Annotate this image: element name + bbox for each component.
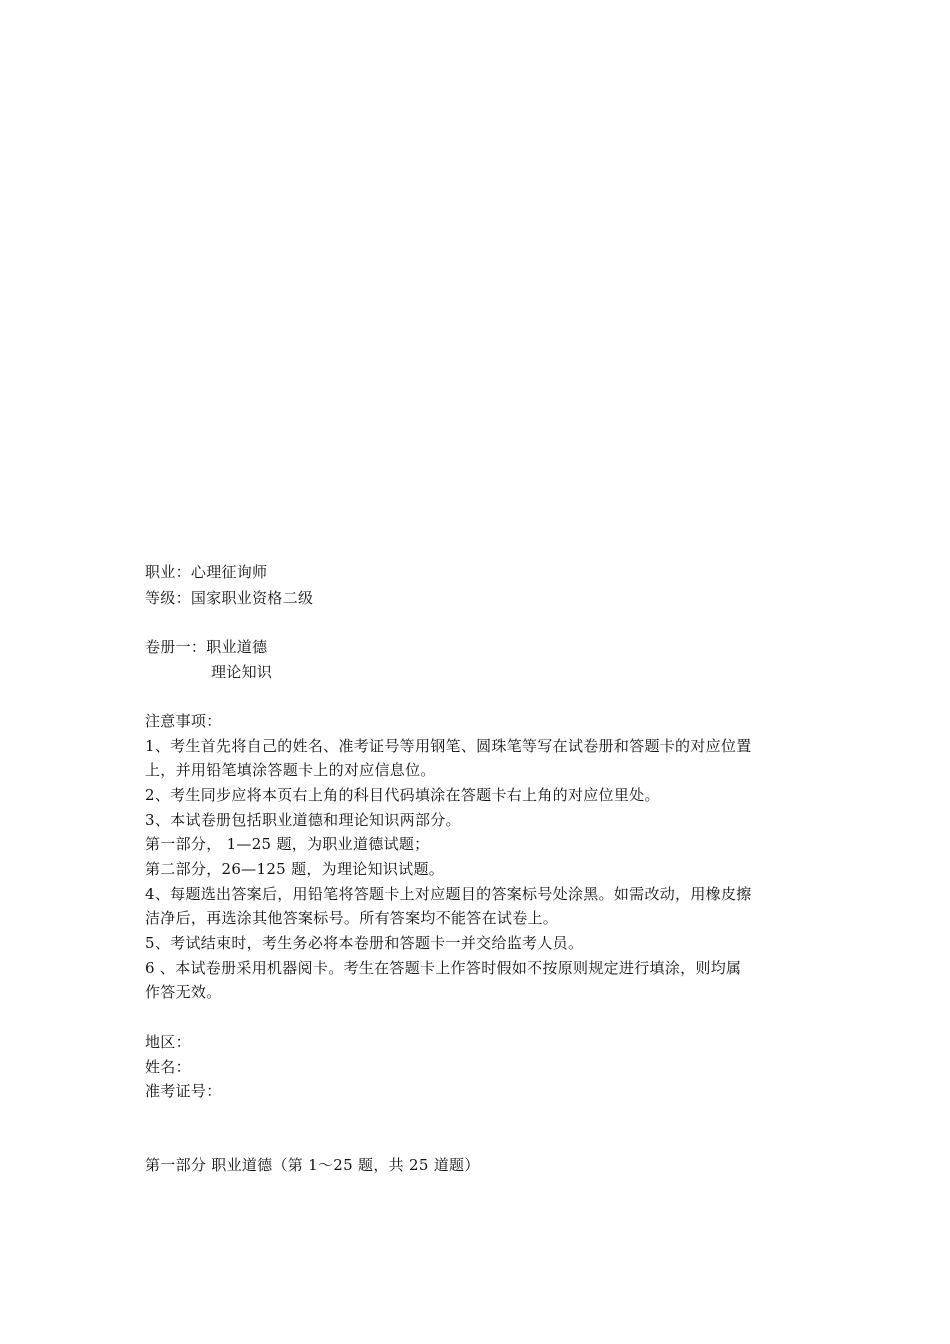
- note-item-6: 6 、本试卷册采用机器阅卡。考生在答题卡上作答时假如不按原则规定进行填涂，则均属: [145, 959, 742, 977]
- note-item-1-cont: 上，并用铅笔填涂答题卡上的对应信息位。: [145, 761, 436, 779]
- region-field: 地区：: [145, 1033, 191, 1051]
- note-item-4: 4、每题选出答案后，用铅笔将答题卡上对应题目的答案标号处涂黑。如需改动，用橡皮擦: [145, 885, 752, 903]
- note-item-3: 3、本试卷册包括职业道德和理论知识两部分。: [145, 811, 461, 829]
- note-item-5: 5、考试结束时，考生务必将本卷册和答题卡一并交给监考人员。: [145, 934, 584, 952]
- note-item-2: 2、考生同步应将本页右上角的科目代码填涂在答题卡右上角的对应位里处。: [145, 786, 660, 804]
- occupation-line: 职业：心理征询师: [145, 563, 268, 581]
- name-field: 姓名：: [145, 1058, 191, 1076]
- exam-id-field: 准考证号：: [145, 1082, 222, 1100]
- note-item-6-cont: 作答无效。: [145, 983, 222, 1001]
- section-heading: 第一部分 职业道德（第 1～25 题，共 25 道题）: [145, 1156, 480, 1174]
- note-item-4-cont: 洁净后，再选涂其他答案标号。所有答案均不能答在试卷上。: [145, 909, 559, 927]
- volume-line: 卷册一：职业道德: [145, 638, 268, 656]
- note-item-1: 1、考生首先将自己的姓名、准考证号等用钢笔、圆珠笔等写在试卷册和答题卡的对应位置: [145, 737, 752, 755]
- volume-subline: 理论知识: [211, 663, 273, 681]
- note-part-1: 第一部分， 1—25 题，为职业道德试题；: [145, 835, 430, 853]
- note-part-2: 第二部分，26—125 题，为理论知识试题。: [145, 860, 445, 878]
- level-line: 等级：国家职业资格二级: [145, 589, 314, 607]
- notes-title: 注意事项：: [145, 712, 222, 730]
